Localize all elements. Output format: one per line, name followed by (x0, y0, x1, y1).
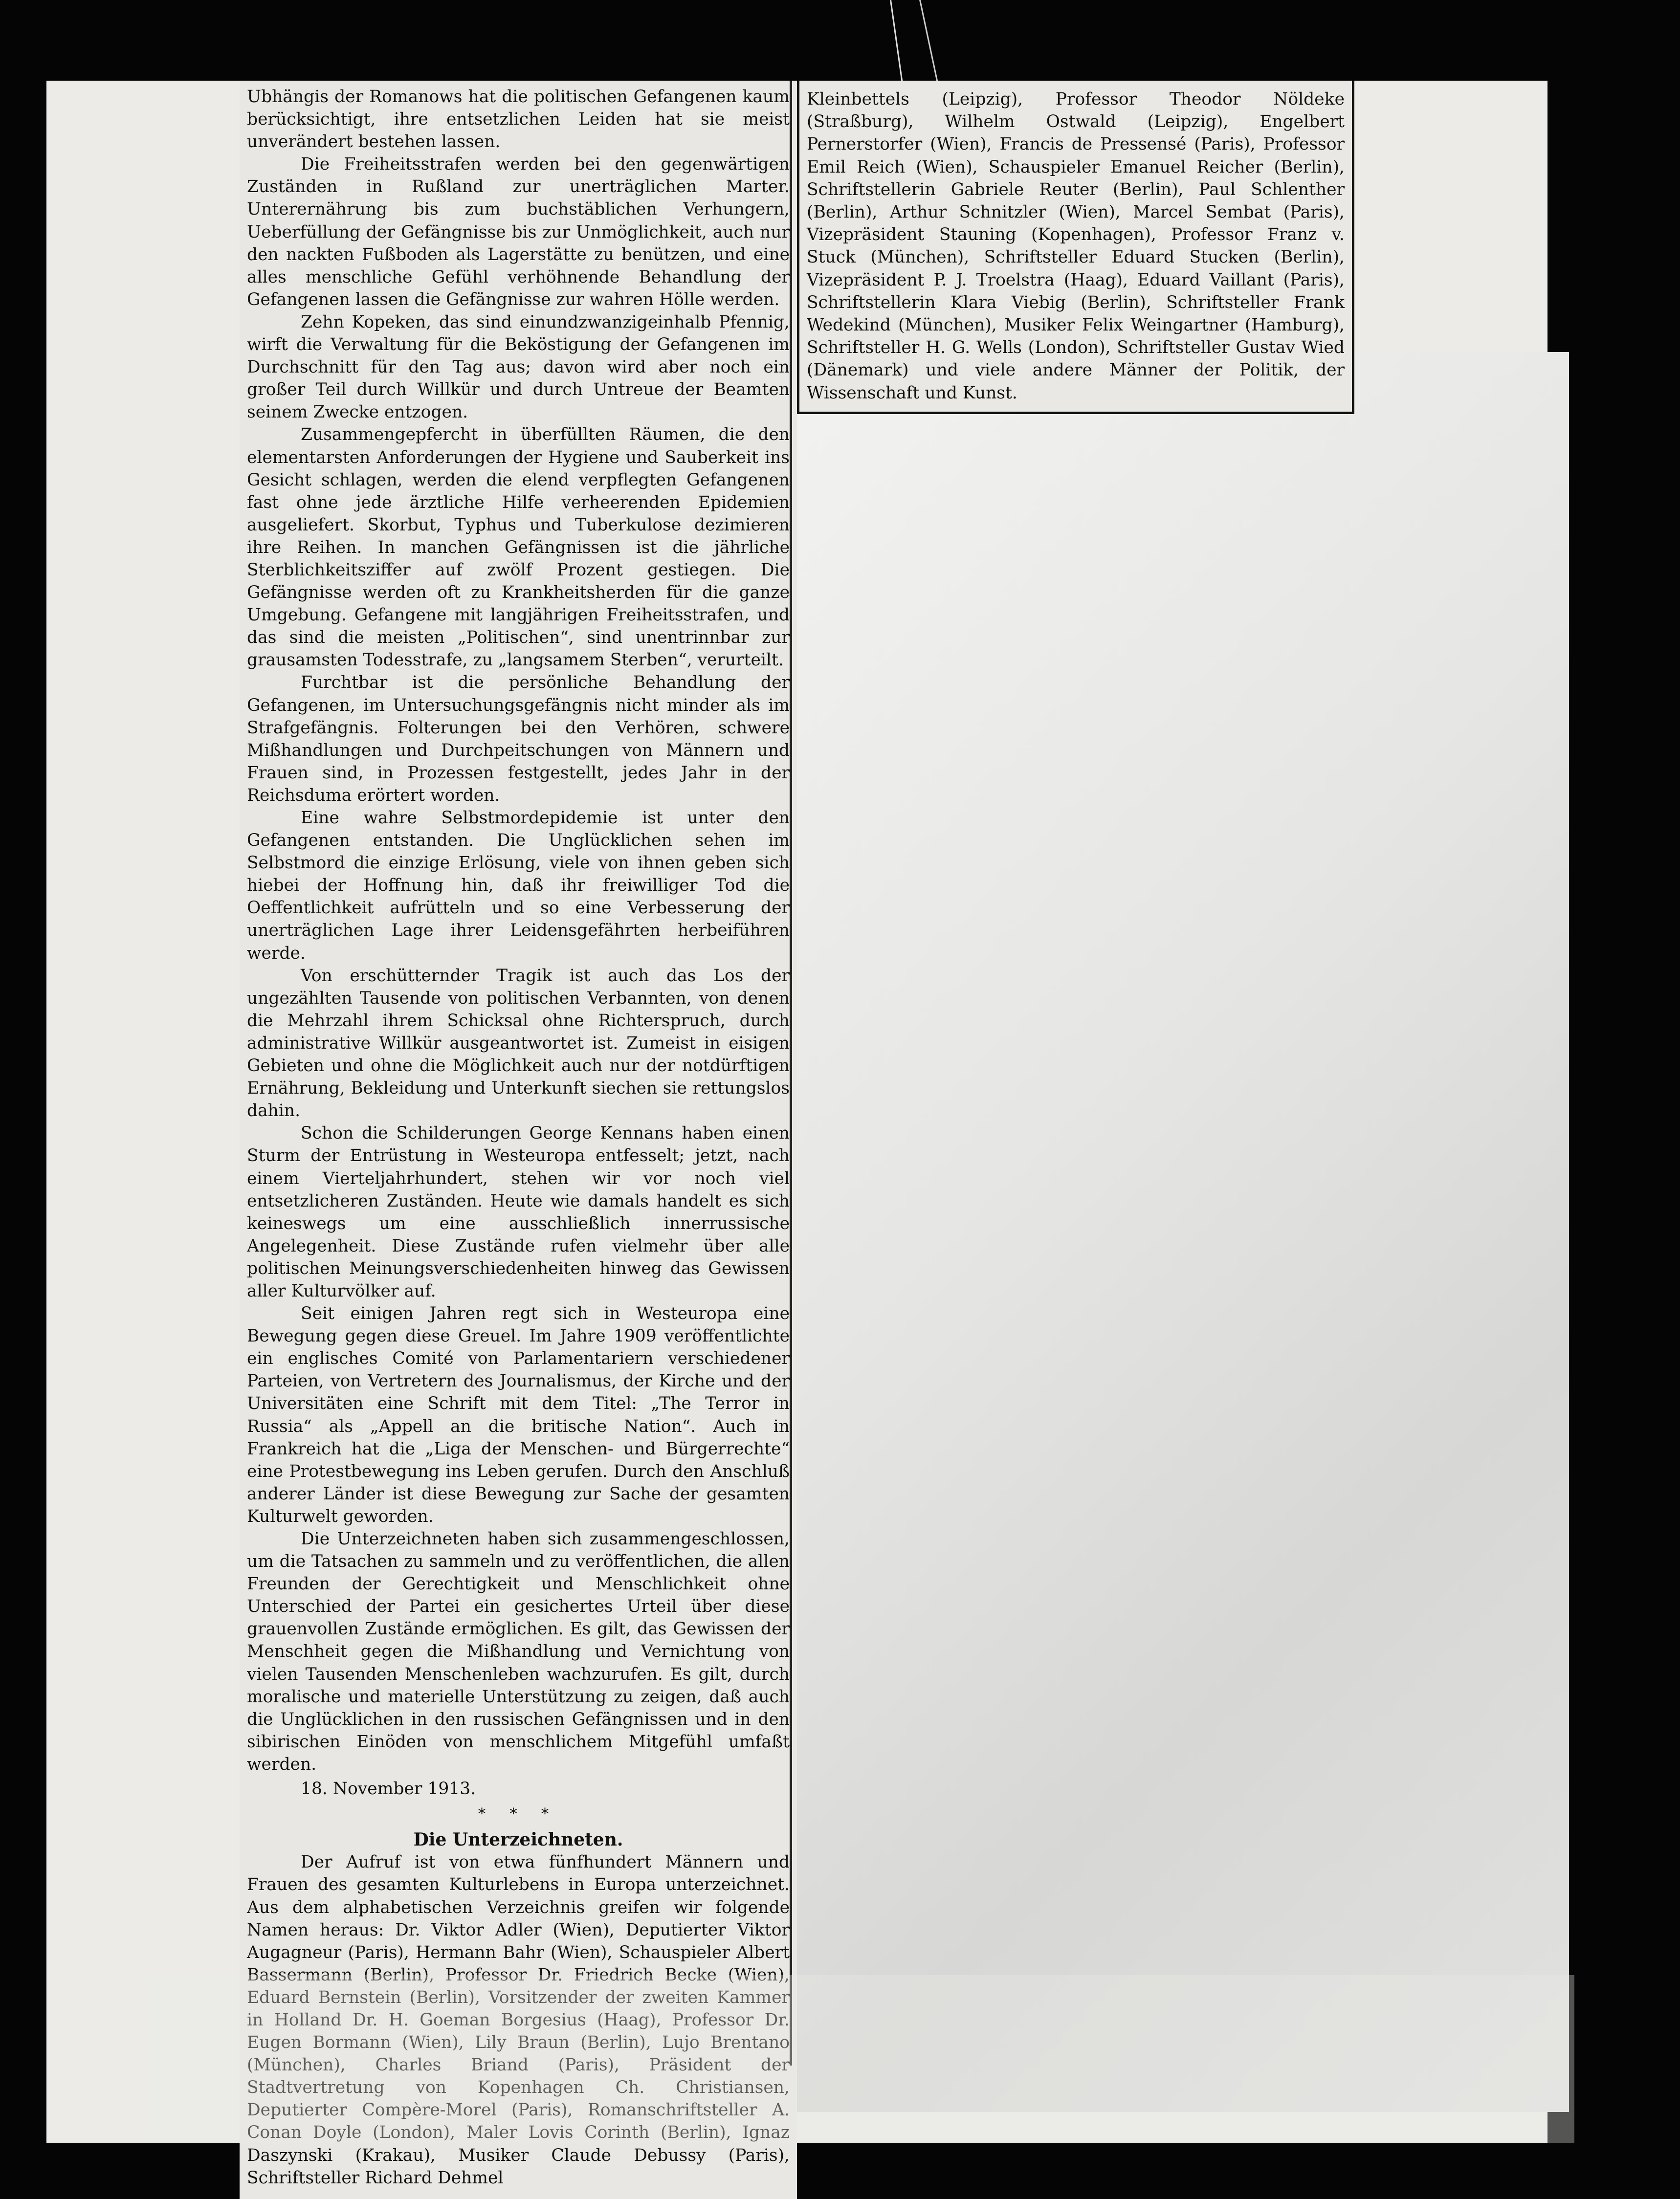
article-paragraph: Eine wahre Selbstmordepidemie ist unter den Gefangenen entstanden. Die Unglücklichen sehen im Selbstmord die einzige Erlösung, viele von ihnen geben sich hiebei der Hoffnung hin, daß ihr freiwilliger Tod die Oeffentlichkeit aufrütteln und so eine Verbesserung der unerträglichen Lage ihrer Leidensgefährten herbeiführen werde. (247, 808, 790, 963)
film-scratch (890, 0, 903, 83)
article-paragraph: Zehn Kopeken, das sind einundzwanzigeinhalb Pfennig, wirft die Verwaltung für die Beköstigung der Gefangenen im Durchschnitt für den Tag aus; davon wird aber noch ein großer Teil durch Willkür und durch Untreue der Beamten seinem Zwecke entzogen. (247, 312, 790, 422)
left-article-column (240, 81, 797, 2199)
article-paragraph: Die Freiheitsstrafen werden bei den gegenwärtigen Zuständen in Rußland zur unerträglichen Marter. Unterernährung bis zum buchstäblichen Verhungern, Ueberfüllung der Gefängnisse bis zur Unmöglichkeit, auch nur den nackten Fußboden als Lagerstätte zu benützen, und eine alles menschliche Gefühl verhöhnende Behandlung der Gefangenen lassen die Gefängnisse zur wahren Hölle werden. (247, 154, 790, 309)
article-paragraph: Ubhängis der Romanows hat die politischen Gefangenen kaum berücksichtigt, ihre entsetzlichen Leiden hat sie meist unverändert bestehen lassen. (247, 87, 790, 152)
article-paragraph: Schon die Schilderungen George Kennans haben einen Sturm der Entrüstung in Westeuropa entfesselt; jetzt, nach einem Vierteljahrhundert, stehen wir vor noch viel entsetzlicheren Zuständen. Heute wie damals handelt es sich keineswegs um eine ausschließlich innerrussische Angelegenheit. Diese Zustände rufen vielmehr über alle politischen Meinungsverschiedenheiten hinweg das Gewissen aller Kulturvölker auf. (247, 1123, 790, 1301)
right-article-column (797, 81, 1354, 414)
article-paragraph: Zusammengepfercht in überfüllten Räumen, die den elementarsten Anforderungen der Hygiene und Sauberkeit ins Gesicht schlagen, werden die elend verpflegten Gefangenen fast ohne jede ärztliche Hilfe verheerenden Epidemien ausgeliefert. Skorbut, Typhus und Tuberkulose dezimieren ihre Reihen. In manchen Gefängnissen ist die jährliche Sterblichkeitsziffer auf zwölf Prozent gestiegen. Die Gefängnisse werden oft zu Krankheitsherden für die ganze Umgebung. Gefangene mit langjährigen Freiheitsstrafen, und das sind die meisten „Politischen“, sind unentrinnbar zur grausamsten Todesstrafe, zu „langsamem Sterben“, verurteilt. (247, 425, 790, 670)
article-paragraph: Furchtbar ist die persönliche Behandlung der Gefangenen, im Untersuchungsgefängnis nicht minder als im Strafgefängnis. Folterungen bei den Verhören, schwere Mißhandlungen und Durchpeitschungen von Männern und Frauen sind, in Prozessen festgestellt, jedes Jahr in der Reichsduma erörtert worden. (247, 673, 790, 805)
signatories-continued: Kleinbettels (Leipzig), Professor Theodor Nöldeke (Straßburg), Wilhelm Ostwald (Leipzig), Engelbert Pernerstorfer (Wien), Francis de Pressensé (Paris), Professor Emil Reich (Wien), Schauspieler Emanuel Reicher (Berlin), Schriftstellerin Gabriele Reuter (Berlin), Paul Schlenther (Berlin), Arthur Schnitzler (Wien), Marcel Sembat (Paris), Vizepräsident Stauning (Kopenhagen), Professor Franz v. Stuck (München), Schriftsteller Eduard Stucken (Berlin), Vizepräsident P. J. Troelstra (Haag), Eduard Vaillant (Paris), Schriftstellerin Klara Viebig (Berlin), Schriftsteller Frank Wedekind (München), Musiker Felix Weingartner (Hamburg), Schriftsteller H. G. Wells (London), Schriftsteller Gustav Wied (Dänemark) und viele andere Männer der Politik, der Wissenschaft und Kunst. (807, 89, 1345, 403)
article-paragraph: Von erschütternder Tragik ist auch das Los der ungezählten Tausende von politischen Verbannten, von denen die Mehrzahl ihrem Schicksal ohne Richterspruch, durch administrative Willkür ausgeantwortet ist. Zumeist in eisigen Gebieten und ohne die Möglichkeit auch nur der notdürftigen Ernährung, Bekleidung und Unterkunft siechen sie rettungslos dahin. (247, 966, 790, 1121)
article-paragraph: Die Unterzeichneten haben sich zusammengeschlossen, um die Tatsachen zu sammeln und zu veröffentlichen, die allen Freunden der Gerechtigkeit und Menschlichkeit ohne Unterschied der Partei ein gesichertes Urteil über diese grauenvollen Zustände ermöglichen. Es gilt, das Gewissen der Menschheit gegen die Mißhandlung und Vernichtung von vielen Tausenden Menschenleben wachzurufen. Es gilt, durch moralische und materielle Unterstützung zu zeigen, daß auch die Unglücklichen in den russischen Gefängnissen und in den sibirischen Einöden von menschlichem Mitgefühl umfaßt werden. (247, 1529, 790, 1774)
signatories-paragraph: Der Aufruf ist von etwa fünfhundert Männern und Frauen des gesamten Kulturlebens in Europa unterzeichnet. Aus dem alphabetischen Verzeichnis greifen wir folgende Namen heraus: Dr. Viktor Adler (Wien), Deputierter Viktor Augagneur (Paris), Hermann Bahr (Wien), Schauspieler Albert Bassermann (Berlin), Professor Dr. Friedrich Becke (Wien), Eduard Bernstein (Berlin), Vorsitzender der zweiten Kammer in Holland Dr. H. Goeman Borgesius (Haag), Professor Dr. Eugen Bormann (Wien), Lily Braun (Berlin), Lujo Brentano (München), Charles Briand (Paris), Präsident der Stadtvertretung von Kopenhagen Ch. Christiansen, Deputierter Compère-Morel (Paris), Romanschriftsteller A. Conan Doyle (London), Maler Lovis Corinth (Berlin), Ignaz Daszynski (Krakau), Musiker Claude Debussy (Paris), Schriftsteller Richard Dehmel (247, 1852, 790, 2188)
section-separator: * * * (478, 1805, 559, 1823)
article-paragraph: Seit einigen Jahren regt sich in Westeuropa eine Bewegung gegen diese Greuel. Im Jahre 1909 veröffentlichte ein englisches Comité von Parlamentariern verschiedener Parteien, von Vertretern des Journalismus, der Kirche und der Universitäten eine Schrift mit dem Titel: „The Terror in Russia“ als „Appell an die britische Nation“. Auch in Frankreich hat die „Liga der Menschen- und Bürgerrechte“ eine Protestbewegung ins Leben gerufen. Durch den Anschluß anderer Länder ist diese Bewegung zur Sache der gesamten Kulturwelt geworden. (247, 1304, 790, 1526)
blank-mount-area (795, 352, 1569, 2112)
article-date: 18. November 1913. (301, 1779, 476, 1799)
film-scratch (919, 0, 938, 82)
column-rule (790, 81, 792, 2066)
section-heading: Die Unterzeichneten. (413, 1829, 623, 1850)
